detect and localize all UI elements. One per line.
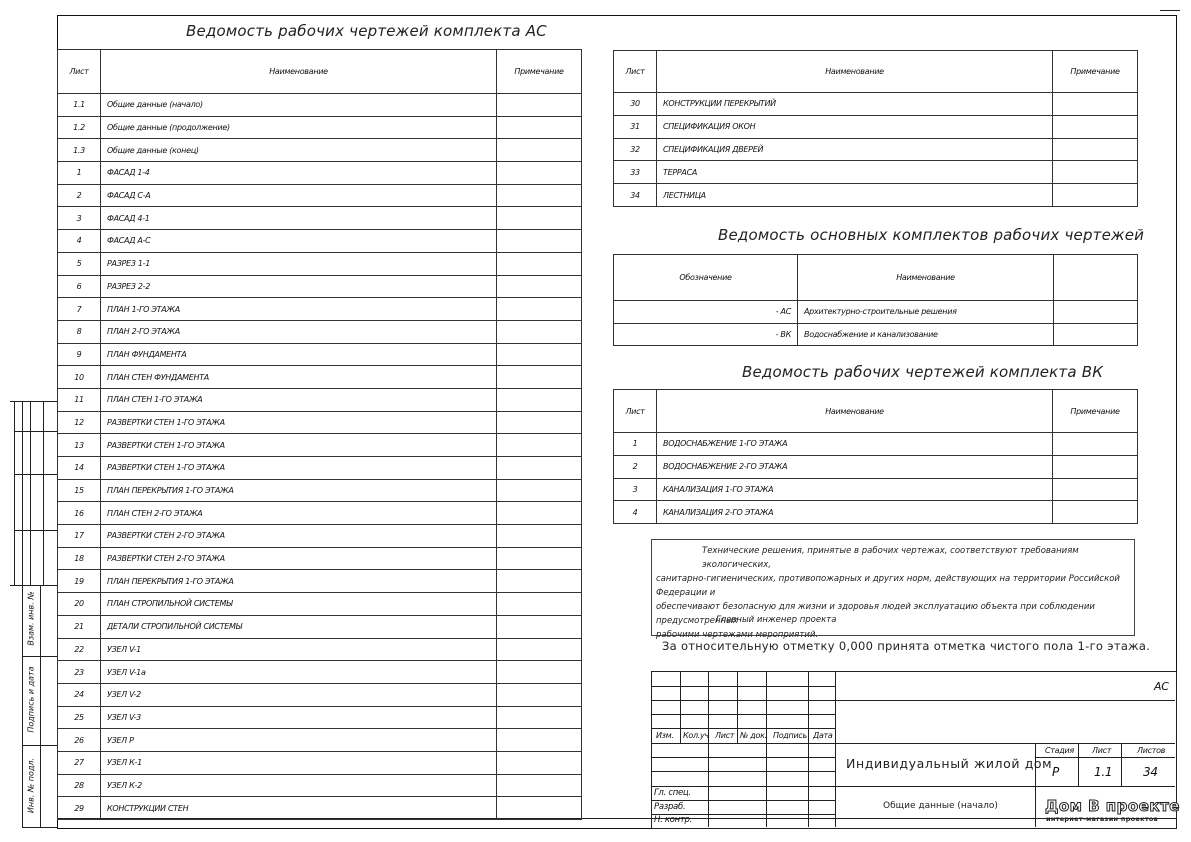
table-row — [58, 593, 582, 616]
sheet-number-cell: 28 — [58, 774, 101, 797]
sheet-name-cell: РАЗВЕРТКИ СТЕН 1-ГО ЭТАЖА — [101, 411, 497, 434]
sheet-note-cell — [497, 638, 582, 661]
sheet-note-cell — [1053, 478, 1138, 501]
sheet-number-cell: 25 — [58, 706, 101, 729]
sheet-number-cell: 2 — [614, 455, 657, 478]
sheet-note-cell — [497, 252, 582, 275]
frame-top-tick — [1160, 10, 1180, 11]
sheet-name-cell: УЗЕЛ V-3 — [101, 706, 497, 729]
sheet-note-cell — [497, 547, 582, 570]
col-header-note: Примечание — [1053, 390, 1138, 433]
sheet-note-cell — [497, 457, 582, 480]
sheet-name-cell: ТЕРРАСА — [657, 161, 1053, 184]
sheet-note-cell — [497, 139, 582, 162]
table-row — [58, 570, 582, 593]
sheet-number-cell: 24 — [58, 683, 101, 706]
sheet-number-cell: 29 — [58, 797, 101, 820]
sheet-name-cell: ВОДОСНАБЖЕНИЕ 2-ГО ЭТАЖА — [657, 455, 1053, 478]
table-row — [614, 478, 1138, 501]
table-row — [58, 116, 582, 139]
table-row — [58, 502, 582, 525]
sheet-note-cell — [497, 184, 582, 207]
table-row — [58, 320, 582, 343]
tech-note-line-2: санитарно-гигиенических, противопожарных и других норм, действующих на территории Российской Федерации и — [656, 574, 1120, 598]
sheet-number-cell: 11 — [58, 388, 101, 411]
vk-list-title: Ведомость рабочих чертежей комплекта ВК — [742, 363, 1104, 381]
sheet-note-cell — [1053, 184, 1138, 207]
sheet-number-cell: 4 — [58, 230, 101, 253]
sheet-name-cell: РАЗВЕРТКИ СТЕН 1-ГО ЭТАЖА — [101, 434, 497, 457]
table-row — [58, 411, 582, 434]
sheet-note-cell — [497, 94, 582, 117]
table-row — [58, 230, 582, 253]
sheet-note-cell — [497, 116, 582, 139]
sheet-note-cell — [497, 615, 582, 638]
sheet-note-cell — [497, 207, 582, 230]
sheet-number-cell: 19 — [58, 570, 101, 593]
set-code-cell: - АС — [614, 301, 798, 324]
table-row — [58, 706, 582, 729]
sheet-name-cell: РАЗРЕЗ 2-2 — [101, 275, 497, 298]
set-code: АС — [1154, 680, 1169, 693]
sheet-name-cell: ПЛАН СТЕН 2-ГО ЭТАЖА — [101, 502, 497, 525]
set-name-cell: Архитектурно-строительные решения — [798, 301, 1054, 324]
sheet-name-cell: Общие данные (конец) — [101, 139, 497, 162]
table-row — [58, 661, 582, 684]
sheet-number-cell: 32 — [614, 138, 657, 161]
role-razrab: Разраб. — [654, 802, 686, 812]
podpis-data-label: Подпись и дата — [26, 666, 36, 733]
sheet-note-cell — [497, 479, 582, 502]
col-podpis: Подпись — [773, 731, 807, 740]
sheet-note-cell — [1053, 161, 1138, 184]
sheet-number-cell: 34 — [614, 184, 657, 207]
col-header-empty — [1054, 255, 1138, 301]
sheet-name-cell: РАЗРЕЗ 1-1 — [101, 252, 497, 275]
sheet-note-cell — [497, 230, 582, 253]
ac-sheet-table-cont — [613, 50, 1138, 207]
sheet-number-cell: 14 — [58, 457, 101, 480]
sheet-number-cell: 9 — [58, 343, 101, 366]
sheet-name-cell: УЗЕЛ V-1а — [101, 661, 497, 684]
sheet-name-cell: РАЗВЕРТКИ СТЕН 2-ГО ЭТАЖА — [101, 525, 497, 548]
sheet-number-cell: 12 — [58, 411, 101, 434]
table-row — [58, 774, 582, 797]
sheet-note-cell — [497, 411, 582, 434]
main-sets-title: Ведомость основных комплектов рабочих чертежей — [718, 226, 1145, 244]
table-row — [58, 434, 582, 457]
table-row — [58, 275, 582, 298]
role-gl-spec: Гл. спец. — [654, 788, 691, 798]
sheet-note-cell — [497, 525, 582, 548]
ac-sheet-table — [57, 49, 582, 820]
table-row — [614, 455, 1138, 478]
sheet-name-cell: ФАСАД А-С — [101, 230, 497, 253]
tech-note-line-4: рабочими чертежами мероприятий. — [656, 630, 819, 640]
sheet-note-cell — [1053, 455, 1138, 478]
sheet-note-cell — [1053, 138, 1138, 161]
sheet-number-cell: 1.2 — [58, 116, 101, 139]
sheet-name-cell: ПЛАН 2-ГО ЭТАЖА — [101, 320, 497, 343]
sheet-name-cell: КАНАЛИЗАЦИЯ 2-ГО ЭТАЖА — [657, 501, 1053, 524]
sheet-number-cell: 13 — [58, 434, 101, 457]
sheet-name-cell: КОНСТРУКЦИИ ПЕРЕКРЫТИЙ — [657, 93, 1053, 116]
sheet-note-cell — [497, 774, 582, 797]
stage-label: Стадия — [1045, 746, 1074, 755]
sheet-note-cell — [497, 729, 582, 752]
table-row — [58, 547, 582, 570]
col-header-name: Наименование — [657, 51, 1053, 93]
table-row — [58, 366, 582, 389]
sheet-number-cell: 30 — [614, 93, 657, 116]
sheet-number-cell: 18 — [58, 547, 101, 570]
sheet-name-cell: ВОДОСНАБЖЕНИЕ 1-ГО ЭТАЖА — [657, 433, 1053, 456]
sheet-note-cell — [497, 298, 582, 321]
sheet-number-cell: 5 — [58, 252, 101, 275]
table-row — [614, 184, 1138, 207]
chief-engineer-label: Главный инженер проекта — [716, 615, 837, 625]
sheet-name-cell: ФАСАД С-А — [101, 184, 497, 207]
sheet-number-cell: 7 — [58, 298, 101, 321]
table-row — [58, 638, 582, 661]
vk-sheet-table — [613, 389, 1138, 524]
sheet-number-cell: 3 — [58, 207, 101, 230]
sheet-note-cell — [497, 502, 582, 525]
sheet-name-cell: СПЕЦИФИКАЦИЯ ОКОН — [657, 115, 1053, 138]
sheet-number-cell: 1.1 — [58, 94, 101, 117]
col-header-note: Примечание — [497, 50, 582, 94]
table-row — [58, 751, 582, 774]
sheet-number-cell: 16 — [58, 502, 101, 525]
table-row — [58, 457, 582, 480]
sheet-name-cell: УЗЕЛ К-2 — [101, 774, 497, 797]
sheet-label: Лист — [1092, 746, 1112, 755]
vzam-inv-label: Взам. инв. № — [26, 591, 36, 646]
table-row — [614, 301, 1138, 324]
project-name: Индивидуальный жилой дом — [846, 756, 1053, 771]
sheet-name-cell: ФАСАД 1-4 — [101, 162, 497, 185]
sheet-note-cell — [497, 683, 582, 706]
sheet-number-cell: 31 — [614, 115, 657, 138]
sheet-name-cell: ПЛАН ФУНДАМЕНТА — [101, 343, 497, 366]
elevation-note: За относительную отметку 0,000 принята отметка чистого пола 1-го этажа. — [662, 639, 1151, 653]
table-row — [614, 323, 1138, 346]
table-row — [614, 161, 1138, 184]
sheet-note-cell — [1053, 115, 1138, 138]
sheet-value: 1.1 — [1094, 765, 1113, 779]
table-row — [58, 94, 582, 117]
table-row — [58, 388, 582, 411]
sheet-number-cell: 21 — [58, 615, 101, 638]
sheet-name-cell: ПЛАН СТРОПИЛЬНОЙ СИСТЕМЫ — [101, 593, 497, 616]
table-row — [58, 162, 582, 185]
table-row — [614, 138, 1138, 161]
sheet-note-cell — [497, 388, 582, 411]
sheet-number-cell: 33 — [614, 161, 657, 184]
stage-value: Р — [1052, 765, 1059, 779]
col-koluch: Кол.уч — [683, 731, 709, 740]
col-data: Дата — [813, 731, 833, 740]
tech-note-line-1: Технические решения, принятые в рабочих чертежах, соответствуют требованиям экологических, — [702, 546, 1079, 570]
sheet-note-cell — [497, 434, 582, 457]
tech-note-text — [656, 544, 1134, 642]
sheet-name-cell: ФАСАД 4-1 — [101, 207, 497, 230]
main-sets-table — [613, 254, 1138, 346]
col-header-sheet: Лист — [614, 390, 657, 433]
sheet-note-cell — [497, 593, 582, 616]
sheet-number-cell: 4 — [614, 501, 657, 524]
col-header-note: Примечание — [1053, 51, 1138, 93]
sheet-number-cell: 15 — [58, 479, 101, 502]
sheet-number-cell: 1.3 — [58, 139, 101, 162]
col-header-name: Наименование — [798, 255, 1054, 301]
sheet-note-cell — [497, 751, 582, 774]
sheet-name-cell: КОНСТРУКЦИИ СТЕН — [101, 797, 497, 820]
set-code-cell: - ВК — [614, 323, 798, 346]
sheet-number-cell: 3 — [614, 478, 657, 501]
sheet-number-cell: 17 — [58, 525, 101, 548]
sheet-note-cell — [497, 570, 582, 593]
table-row — [58, 525, 582, 548]
tech-note-line-3: обеспечивают безопасную для жизни и здоровья людей эксплуатацию объекта при соблюдении предусмотренных — [656, 602, 1095, 626]
sheet-name-cell: ПЛАН ПЕРЕКРЫТИЯ 1-ГО ЭТАЖА — [101, 570, 497, 593]
sheet-name-cell: ЛЕСТНИЦА — [657, 184, 1053, 207]
sheet-number-cell: 1 — [58, 162, 101, 185]
sheet-name-cell: УЗЕЛ К-1 — [101, 751, 497, 774]
sheet-note-cell — [497, 661, 582, 684]
sheet-number-cell: 8 — [58, 320, 101, 343]
col-list: Лист — [715, 731, 735, 740]
col-header-sheet: Лист — [614, 51, 657, 93]
table-row — [58, 207, 582, 230]
company-logo: Дом В проекте — [1045, 797, 1180, 815]
sheet-name-cell: ДЕТАЛИ СТРОПИЛЬНОЙ СИСТЕМЫ — [101, 615, 497, 638]
table-row — [58, 298, 582, 321]
set-empty-cell — [1054, 323, 1138, 346]
sheet-number-cell: 23 — [58, 661, 101, 684]
table-row — [58, 139, 582, 162]
sheet-number-cell: 22 — [58, 638, 101, 661]
sheet-name-cell: ПЛАН ПЕРЕКРЫТИЯ 1-ГО ЭТАЖА — [101, 479, 497, 502]
sheet-number-cell: 2 — [58, 184, 101, 207]
set-empty-cell — [1054, 301, 1138, 324]
table-row — [614, 115, 1138, 138]
sheets-value: 34 — [1143, 765, 1158, 779]
sheet-name-cell: СПЕЦИФИКАЦИЯ ДВЕРЕЙ — [657, 138, 1053, 161]
table-row — [614, 433, 1138, 456]
col-ndok: № док. — [740, 731, 767, 740]
sheet-name-cell: ПЛАН СТЕН ФУНДАМЕНТА — [101, 366, 497, 389]
sheet-name-cell: Общие данные (начало) — [101, 94, 497, 117]
sheet-name-cell: Общие данные (продолжение) — [101, 116, 497, 139]
sheet-note-cell — [497, 275, 582, 298]
col-header-sheet: Лист — [58, 50, 101, 94]
table-row — [58, 683, 582, 706]
table-row — [614, 93, 1138, 116]
sheet-note-cell — [1053, 501, 1138, 524]
table-row — [58, 252, 582, 275]
col-header-name: Наименование — [657, 390, 1053, 433]
sheet-name-cell: УЗЕЛ Р — [101, 729, 497, 752]
col-header-code: Обозначение — [614, 255, 798, 301]
sheet-note-cell — [497, 366, 582, 389]
sheet-note-cell — [1053, 433, 1138, 456]
sheet-note-cell — [497, 797, 582, 820]
sheet-note-cell — [1053, 93, 1138, 116]
sheet-note-cell — [497, 706, 582, 729]
table-row — [58, 615, 582, 638]
inv-podl-label: Инв. № подл. — [26, 757, 36, 814]
sheet-number-cell: 6 — [58, 275, 101, 298]
sheet-name-cell: ПЛАН СТЕН 1-ГО ЭТАЖА — [101, 388, 497, 411]
table-row — [58, 729, 582, 752]
table-row — [58, 479, 582, 502]
sheet-name-cell: КАНАЛИЗАЦИЯ 1-ГО ЭТАЖА — [657, 478, 1053, 501]
col-izm: Изм. — [656, 731, 674, 740]
sheet-name-cell: РАЗВЕРТКИ СТЕН 2-ГО ЭТАЖА — [101, 547, 497, 570]
sheet-number-cell: 10 — [58, 366, 101, 389]
sheet-number-cell: 1 — [614, 433, 657, 456]
table-row — [614, 501, 1138, 524]
sheet-note-cell — [497, 343, 582, 366]
set-name-cell: Водоснабжение и канализование — [798, 323, 1054, 346]
sheet-number-cell: 20 — [58, 593, 101, 616]
sheets-label: Листов — [1137, 746, 1166, 755]
table-row — [58, 797, 582, 820]
table-row — [58, 184, 582, 207]
company-logo-subtitle: интернет-магазин проектов — [1046, 815, 1159, 823]
sheet-name-cell: РАЗВЕРТКИ СТЕН 1-ГО ЭТАЖА — [101, 457, 497, 480]
sheet-name-cell: УЗЕЛ V-2 — [101, 683, 497, 706]
col-header-name: Наименование — [101, 50, 497, 94]
role-n-kontr: Н. контр. — [654, 815, 693, 825]
table-row — [58, 343, 582, 366]
sheet-name-cell: УЗЕЛ V-1 — [101, 638, 497, 661]
sheet-number-cell: 26 — [58, 729, 101, 752]
sheet-note-cell — [497, 162, 582, 185]
sheet-note-cell — [497, 320, 582, 343]
sheet-title: Общие данные (начало) — [883, 801, 998, 811]
sheet-number-cell: 27 — [58, 751, 101, 774]
ac-list-title: Ведомость рабочих чертежей комплекта АС — [186, 22, 547, 40]
sheet-name-cell: ПЛАН 1-ГО ЭТАЖА — [101, 298, 497, 321]
